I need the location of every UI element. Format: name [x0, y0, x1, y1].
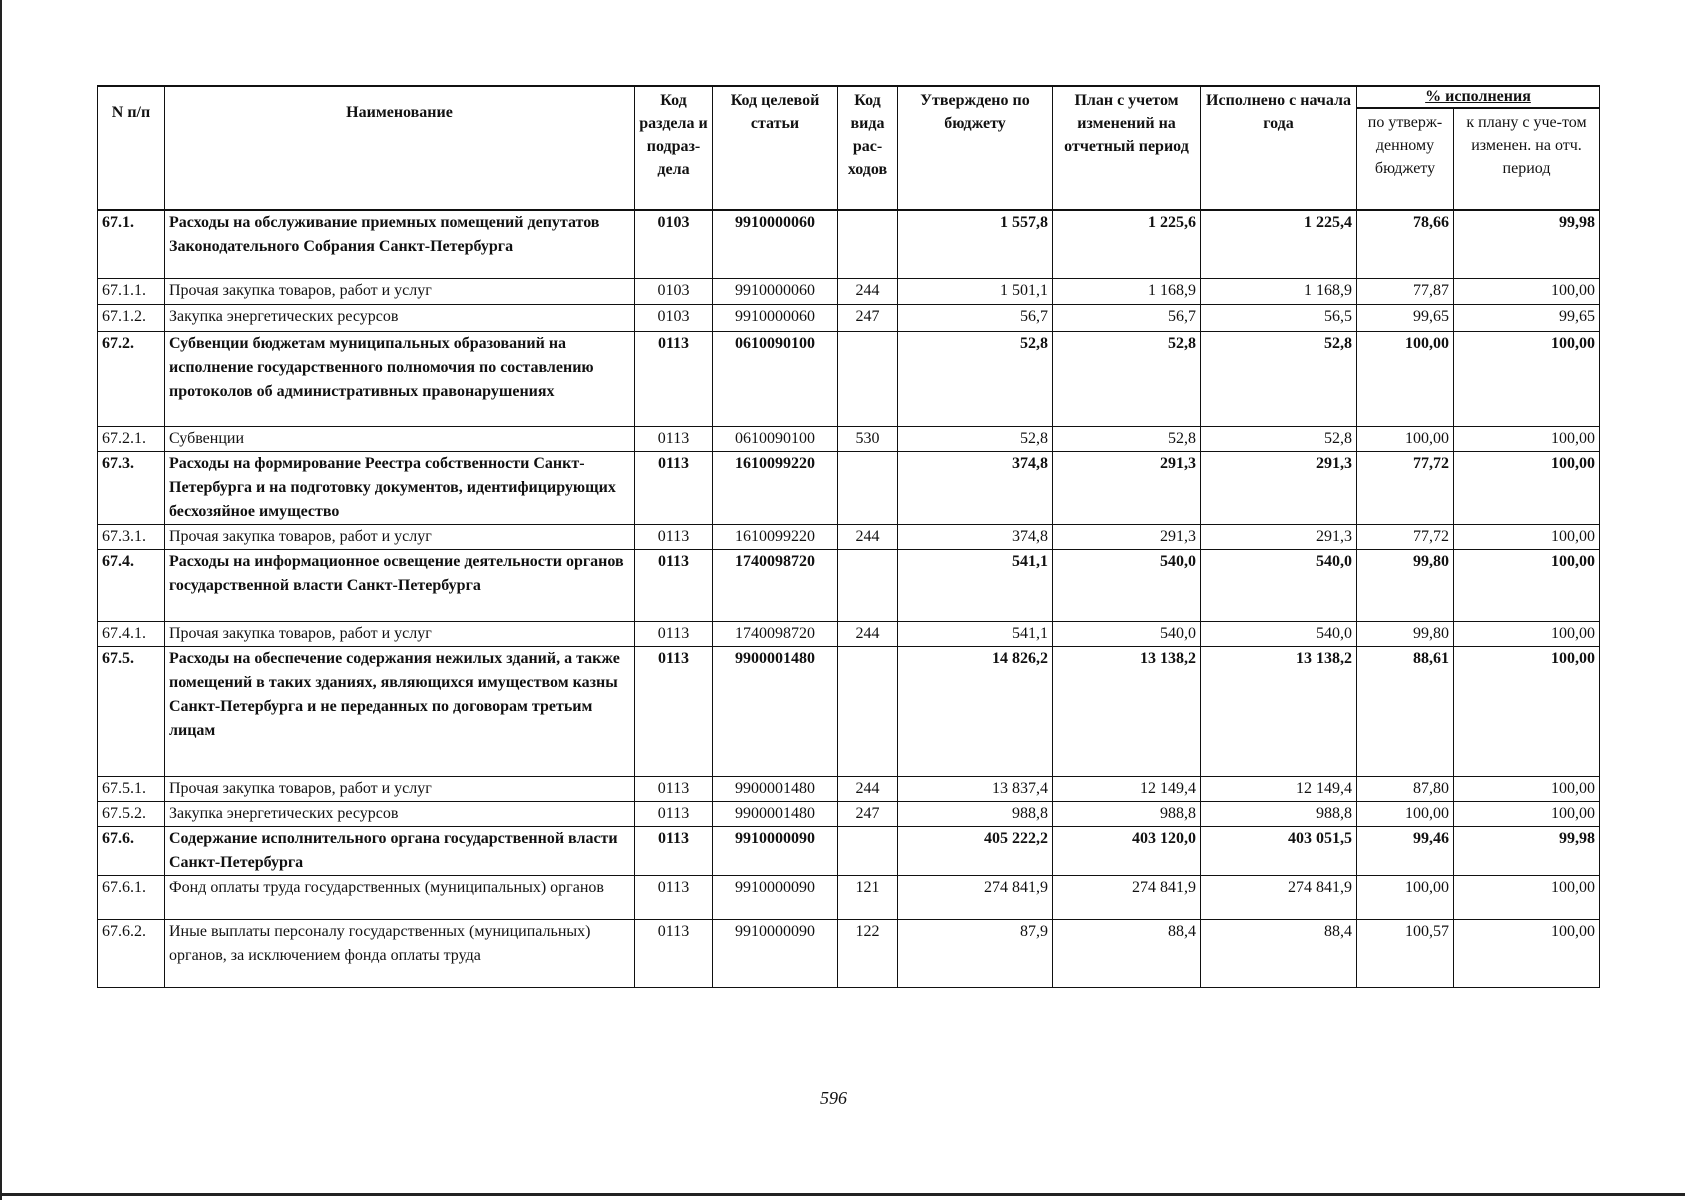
cell-percent-plan: 100,00: [1454, 801, 1600, 826]
cell-percent-budget: 77,72: [1357, 524, 1454, 549]
cell-target-code: 1740098720: [713, 621, 838, 646]
cell-approved: 274 841,9: [898, 875, 1053, 919]
cell-executed: 988,8: [1201, 801, 1357, 826]
col-header-name: Наименование: [165, 86, 635, 210]
col-header-plan: План с учетом изменений на отчетный период: [1053, 86, 1201, 210]
page-left-border: [0, 0, 2, 1200]
cell-expense-type-code: 244: [838, 776, 898, 801]
col-header-section-code: Код раздела и подраз-дела: [635, 86, 713, 210]
cell-name: Прочая закупка товаров, работ и услуг: [165, 278, 635, 304]
cell-target-code: 9910000090: [713, 919, 838, 987]
cell-name: Прочая закупка товаров, работ и услуг: [165, 524, 635, 549]
cell-plan: 540,0: [1053, 549, 1201, 621]
cell-percent-budget: 100,00: [1357, 875, 1454, 919]
col-header-target-code: Код целевой статьи: [713, 86, 838, 210]
cell-executed: 291,3: [1201, 524, 1357, 549]
cell-number: 67.3.1.: [98, 524, 165, 549]
cell-expense-type-code: 530: [838, 426, 898, 451]
cell-approved: 541,1: [898, 621, 1053, 646]
cell-name: Расходы на формирование Реестра собственности Санкт-Петербурга и на подготовку документов, идентифицирующих бесхозяйное имущество: [165, 451, 635, 524]
cell-number: 67.6.1.: [98, 875, 165, 919]
cell-percent-plan: 100,00: [1454, 776, 1600, 801]
cell-approved: 405 222,2: [898, 826, 1053, 875]
cell-plan: 1 168,9: [1053, 278, 1201, 304]
col-header-percent-budget: по утверж-денному бюджету: [1357, 108, 1454, 210]
cell-percent-budget: 77,72: [1357, 451, 1454, 524]
cell-approved: 1 557,8: [898, 210, 1053, 278]
cell-name: Субвенции бюджетам муниципальных образований на исполнение государственного полномочия по составлению протоколов об административных правонарушениях: [165, 331, 635, 426]
table-row: [98, 826, 1600, 875]
table-row: [98, 621, 1600, 646]
cell-percent-plan: 100,00: [1454, 646, 1600, 776]
table-header: [98, 86, 1600, 210]
cell-section-code: 0113: [635, 875, 713, 919]
budget-execution-table: [97, 85, 1600, 988]
cell-executed: 12 149,4: [1201, 776, 1357, 801]
table-row: [98, 646, 1600, 776]
cell-expense-type-code: 121: [838, 875, 898, 919]
cell-plan: 540,0: [1053, 621, 1201, 646]
cell-approved: 52,8: [898, 331, 1053, 426]
cell-number: 67.1.2.: [98, 304, 165, 331]
cell-target-code: 9910000060: [713, 210, 838, 278]
cell-name: Фонд оплаты труда государственных (муниципальных) органов: [165, 875, 635, 919]
cell-percent-plan: 100,00: [1454, 549, 1600, 621]
cell-percent-plan: 100,00: [1454, 278, 1600, 304]
col-header-expense-type-code: Код вида рас-ходов: [838, 86, 898, 210]
table-row: [98, 304, 1600, 331]
cell-executed: 540,0: [1201, 549, 1357, 621]
cell-section-code: 0113: [635, 426, 713, 451]
cell-section-code: 0113: [635, 524, 713, 549]
cell-name: Содержание исполнительного органа государственной власти Санкт-Петербурга: [165, 826, 635, 875]
cell-name: Субвенции: [165, 426, 635, 451]
cell-number: 67.5.1.: [98, 776, 165, 801]
cell-section-code: 0113: [635, 646, 713, 776]
cell-expense-type-code: [838, 210, 898, 278]
table-row: [98, 278, 1600, 304]
cell-expense-type-code: [838, 549, 898, 621]
table-body: [98, 210, 1600, 987]
page-number: 596: [820, 1088, 847, 1108]
cell-plan: 52,8: [1053, 331, 1201, 426]
cell-expense-type-code: 244: [838, 524, 898, 549]
cell-section-code: 0113: [635, 826, 713, 875]
cell-executed: 56,5: [1201, 304, 1357, 331]
cell-executed: 52,8: [1201, 331, 1357, 426]
cell-percent-plan: 100,00: [1454, 331, 1600, 426]
cell-percent-budget: 99,80: [1357, 549, 1454, 621]
cell-executed: 1 168,9: [1201, 278, 1357, 304]
cell-target-code: 1740098720: [713, 549, 838, 621]
cell-percent-plan: 100,00: [1454, 919, 1600, 987]
cell-expense-type-code: [838, 451, 898, 524]
cell-section-code: 0113: [635, 451, 713, 524]
table-row: [98, 801, 1600, 826]
cell-number: 67.1.: [98, 210, 165, 278]
cell-executed: 88,4: [1201, 919, 1357, 987]
cell-target-code: 9910000060: [713, 278, 838, 304]
cell-percent-budget: 88,61: [1357, 646, 1454, 776]
page-bottom-border: [0, 1193, 1685, 1196]
cell-target-code: 1610099220: [713, 524, 838, 549]
cell-percent-budget: 100,00: [1357, 331, 1454, 426]
cell-executed: 13 138,2: [1201, 646, 1357, 776]
col-header-percent-plan: к плану с уче-том изменен. на отч. период: [1454, 108, 1600, 210]
table-row: [98, 210, 1600, 278]
cell-executed: 540,0: [1201, 621, 1357, 646]
cell-percent-plan: 100,00: [1454, 451, 1600, 524]
cell-executed: 274 841,9: [1201, 875, 1357, 919]
table-row: [98, 776, 1600, 801]
cell-expense-type-code: [838, 646, 898, 776]
table-row: [98, 549, 1600, 621]
cell-percent-budget: 78,66: [1357, 210, 1454, 278]
cell-target-code: 0610090100: [713, 331, 838, 426]
cell-name: Иные выплаты персоналу государственных (муниципальных) органов, за исключением фонда оплаты труда: [165, 919, 635, 987]
cell-name: Расходы на обслуживание приемных помещений депутатов Законодательного Собрания Санкт-Петербурга: [165, 210, 635, 278]
cell-name: Расходы на обеспечение содержания нежилых зданий, а также помещений в таких зданиях, являющихся имуществом казны Санкт-Петербурга и не переданных по договорам третьим лицам: [165, 646, 635, 776]
cell-target-code: 9910000090: [713, 826, 838, 875]
col-header-approved: Утверждено по бюджету: [898, 86, 1053, 210]
cell-approved: 1 501,1: [898, 278, 1053, 304]
cell-approved: 541,1: [898, 549, 1053, 621]
cell-name: Закупка энергетических ресурсов: [165, 304, 635, 331]
cell-percent-budget: 99,80: [1357, 621, 1454, 646]
cell-section-code: 0113: [635, 331, 713, 426]
table-row: [98, 524, 1600, 549]
cell-percent-plan: 100,00: [1454, 524, 1600, 549]
cell-name: Закупка энергетических ресурсов: [165, 801, 635, 826]
cell-plan: 291,3: [1053, 524, 1201, 549]
cell-number: 67.4.: [98, 549, 165, 621]
cell-expense-type-code: 122: [838, 919, 898, 987]
cell-target-code: 0610090100: [713, 426, 838, 451]
cell-expense-type-code: [838, 331, 898, 426]
cell-percent-plan: 99,98: [1454, 210, 1600, 278]
cell-approved: 374,8: [898, 524, 1053, 549]
cell-number: 67.6.2.: [98, 919, 165, 987]
cell-section-code: 0103: [635, 304, 713, 331]
cell-approved: 374,8: [898, 451, 1053, 524]
cell-number: 67.2.: [98, 331, 165, 426]
cell-expense-type-code: 247: [838, 801, 898, 826]
cell-plan: 988,8: [1053, 801, 1201, 826]
cell-executed: 1 225,4: [1201, 210, 1357, 278]
cell-percent-budget: 87,80: [1357, 776, 1454, 801]
cell-plan: 13 138,2: [1053, 646, 1201, 776]
cell-target-code: 9910000090: [713, 875, 838, 919]
cell-expense-type-code: [838, 826, 898, 875]
cell-approved: 52,8: [898, 426, 1053, 451]
cell-expense-type-code: 247: [838, 304, 898, 331]
cell-plan: 56,7: [1053, 304, 1201, 331]
cell-percent-budget: 100,57: [1357, 919, 1454, 987]
cell-number: 67.3.: [98, 451, 165, 524]
cell-plan: 291,3: [1053, 451, 1201, 524]
cell-section-code: 0103: [635, 210, 713, 278]
cell-approved: 56,7: [898, 304, 1053, 331]
cell-number: 67.1.1.: [98, 278, 165, 304]
cell-plan: 52,8: [1053, 426, 1201, 451]
table-row: [98, 426, 1600, 451]
cell-target-code: 9900001480: [713, 801, 838, 826]
cell-section-code: 0113: [635, 549, 713, 621]
cell-percent-plan: 99,98: [1454, 826, 1600, 875]
cell-target-code: 9900001480: [713, 776, 838, 801]
cell-section-code: 0113: [635, 621, 713, 646]
cell-percent-budget: 99,65: [1357, 304, 1454, 331]
cell-percent-budget: 100,00: [1357, 426, 1454, 451]
cell-name: Прочая закупка товаров, работ и услуг: [165, 621, 635, 646]
cell-target-code: 9900001480: [713, 646, 838, 776]
cell-plan: 274 841,9: [1053, 875, 1201, 919]
cell-approved: 13 837,4: [898, 776, 1053, 801]
cell-percent-plan: 99,65: [1454, 304, 1600, 331]
cell-number: 67.5.: [98, 646, 165, 776]
table-row: [98, 875, 1600, 919]
cell-expense-type-code: 244: [838, 621, 898, 646]
cell-plan: 403 120,0: [1053, 826, 1201, 875]
table-row: [98, 331, 1600, 426]
col-header-number: N п/п: [98, 86, 165, 210]
cell-number: 67.2.1.: [98, 426, 165, 451]
cell-number: 67.5.2.: [98, 801, 165, 826]
cell-approved: 87,9: [898, 919, 1053, 987]
cell-target-code: 9910000060: [713, 304, 838, 331]
cell-target-code: 1610099220: [713, 451, 838, 524]
cell-section-code: 0103: [635, 278, 713, 304]
cell-name: Прочая закупка товаров, работ и услуг: [165, 776, 635, 801]
cell-number: 67.6.: [98, 826, 165, 875]
cell-expense-type-code: 244: [838, 278, 898, 304]
cell-executed: 403 051,5: [1201, 826, 1357, 875]
cell-percent-budget: 99,46: [1357, 826, 1454, 875]
table-row: [98, 919, 1600, 987]
cell-percent-budget: 77,87: [1357, 278, 1454, 304]
cell-executed: 291,3: [1201, 451, 1357, 524]
table-row: [98, 451, 1600, 524]
cell-plan: 88,4: [1053, 919, 1201, 987]
cell-number: 67.4.1.: [98, 621, 165, 646]
cell-executed: 52,8: [1201, 426, 1357, 451]
col-header-percent-group: % исполнения: [1357, 86, 1600, 108]
cell-plan: 1 225,6: [1053, 210, 1201, 278]
cell-plan: 12 149,4: [1053, 776, 1201, 801]
cell-percent-plan: 100,00: [1454, 875, 1600, 919]
col-header-executed: Исполнено с начала года: [1201, 86, 1357, 210]
cell-approved: 14 826,2: [898, 646, 1053, 776]
cell-percent-budget: 100,00: [1357, 801, 1454, 826]
cell-percent-plan: 100,00: [1454, 426, 1600, 451]
cell-name: Расходы на информационное освещение деятельности органов государственной власти Санкт-Петербурга: [165, 549, 635, 621]
cell-section-code: 0113: [635, 776, 713, 801]
cell-approved: 988,8: [898, 801, 1053, 826]
cell-section-code: 0113: [635, 919, 713, 987]
cell-percent-plan: 100,00: [1454, 621, 1600, 646]
cell-section-code: 0113: [635, 801, 713, 826]
